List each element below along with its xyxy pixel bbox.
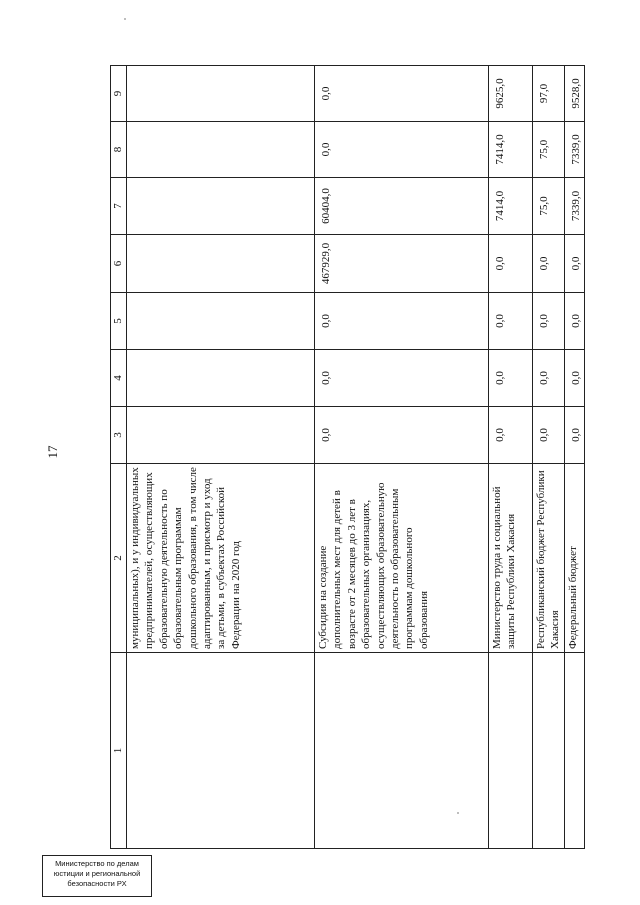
table-cell-description: Министерство труда и социальной защиты Республики Хакасия bbox=[489, 464, 533, 653]
table-row bbox=[315, 66, 489, 849]
table-cell-description: Республиканский бюджет Республики Хакасия bbox=[533, 464, 565, 653]
column-number-row bbox=[111, 66, 127, 849]
column-number: 2 bbox=[111, 464, 127, 653]
table-cell: 7339,0 bbox=[564, 178, 584, 235]
table-cell: 7414,0 bbox=[489, 122, 533, 178]
table-cell: 0,0 bbox=[533, 293, 565, 350]
table-sheet bbox=[110, 66, 582, 849]
table-cell: 0,0 bbox=[489, 350, 533, 407]
table-cell-description: Субсидия на создание дополнительных мест для детей в возрасте от 2 месяцев до 3 лет в образовательных организациях, осуществляющих образовательную деятельность по образовательным программам дошкольного образования bbox=[315, 464, 489, 653]
column-number: 8 bbox=[111, 122, 127, 178]
table-cell: 60404,0 bbox=[315, 178, 489, 235]
budget-table bbox=[110, 65, 585, 849]
table-cell: 0,0 bbox=[564, 235, 584, 293]
page-number: 17 bbox=[45, 445, 60, 459]
table-cell: 75,0 bbox=[533, 178, 565, 235]
column-number: 6 bbox=[111, 235, 127, 293]
table-cell: 0,0 bbox=[533, 350, 565, 407]
table-cell bbox=[127, 653, 315, 849]
scan-speck bbox=[124, 18, 126, 20]
table-cell bbox=[127, 350, 315, 407]
table-cell: 0,0 bbox=[315, 122, 489, 178]
stamp-line: юстиции и региональной bbox=[53, 869, 141, 878]
column-number: 1 bbox=[111, 653, 127, 849]
table-cell bbox=[127, 122, 315, 178]
table-cell: 467929,0 bbox=[315, 235, 489, 293]
table-cell: 0,0 bbox=[315, 350, 489, 407]
table-row bbox=[127, 66, 315, 849]
table-row bbox=[533, 66, 565, 849]
table-cell bbox=[489, 653, 533, 849]
table-cell: 97,0 bbox=[533, 66, 565, 122]
table-cell bbox=[564, 653, 584, 849]
table-cell: 0,0 bbox=[315, 66, 489, 122]
table-cell: 0,0 bbox=[489, 235, 533, 293]
table-cell: 0,0 bbox=[533, 235, 565, 293]
table-row bbox=[564, 66, 584, 849]
table-cell: 9528,0 bbox=[564, 66, 584, 122]
table-cell: 0,0 bbox=[315, 407, 489, 464]
table-cell: 7339,0 bbox=[564, 122, 584, 178]
stamp-line: Министерство по делам bbox=[55, 859, 139, 868]
table-cell: 0,0 bbox=[564, 407, 584, 464]
table-cell-description: муниципальных), и у индивидуальных предпринимателей, осуществляющих образовательную деятельность по образовательным программам дошкольного образования, в том числе адаптированным, и присмотр и уход за детьми, в субъектах Российской Федерации на 2020 год bbox=[127, 464, 315, 653]
scan-speck bbox=[457, 812, 459, 814]
column-number: 4 bbox=[111, 350, 127, 407]
table-cell: 9625,0 bbox=[489, 66, 533, 122]
table-cell bbox=[127, 66, 315, 122]
column-number: 5 bbox=[111, 293, 127, 350]
table-cell bbox=[533, 653, 565, 849]
table-cell bbox=[315, 653, 489, 849]
table-cell bbox=[127, 235, 315, 293]
ministry-stamp bbox=[42, 855, 152, 897]
column-number: 9 bbox=[111, 66, 127, 122]
table-cell-description: Федеральный бюджет bbox=[564, 464, 584, 653]
table-cell: 75,0 bbox=[533, 122, 565, 178]
column-number: 3 bbox=[111, 407, 127, 464]
table-cell: 7414,0 bbox=[489, 178, 533, 235]
table-cell: 0,0 bbox=[489, 407, 533, 464]
stamp-line: безопасности РХ bbox=[67, 879, 127, 888]
table-row bbox=[489, 66, 533, 849]
table-cell: 0,0 bbox=[564, 293, 584, 350]
table-cell bbox=[127, 178, 315, 235]
table-cell bbox=[127, 293, 315, 350]
table-cell: 0,0 bbox=[489, 293, 533, 350]
column-number: 7 bbox=[111, 178, 127, 235]
table-rotated-container bbox=[110, 66, 582, 849]
table-cell: 0,0 bbox=[533, 407, 565, 464]
table-cell bbox=[127, 407, 315, 464]
table-cell: 0,0 bbox=[315, 293, 489, 350]
table-cell: 0,0 bbox=[564, 350, 584, 407]
